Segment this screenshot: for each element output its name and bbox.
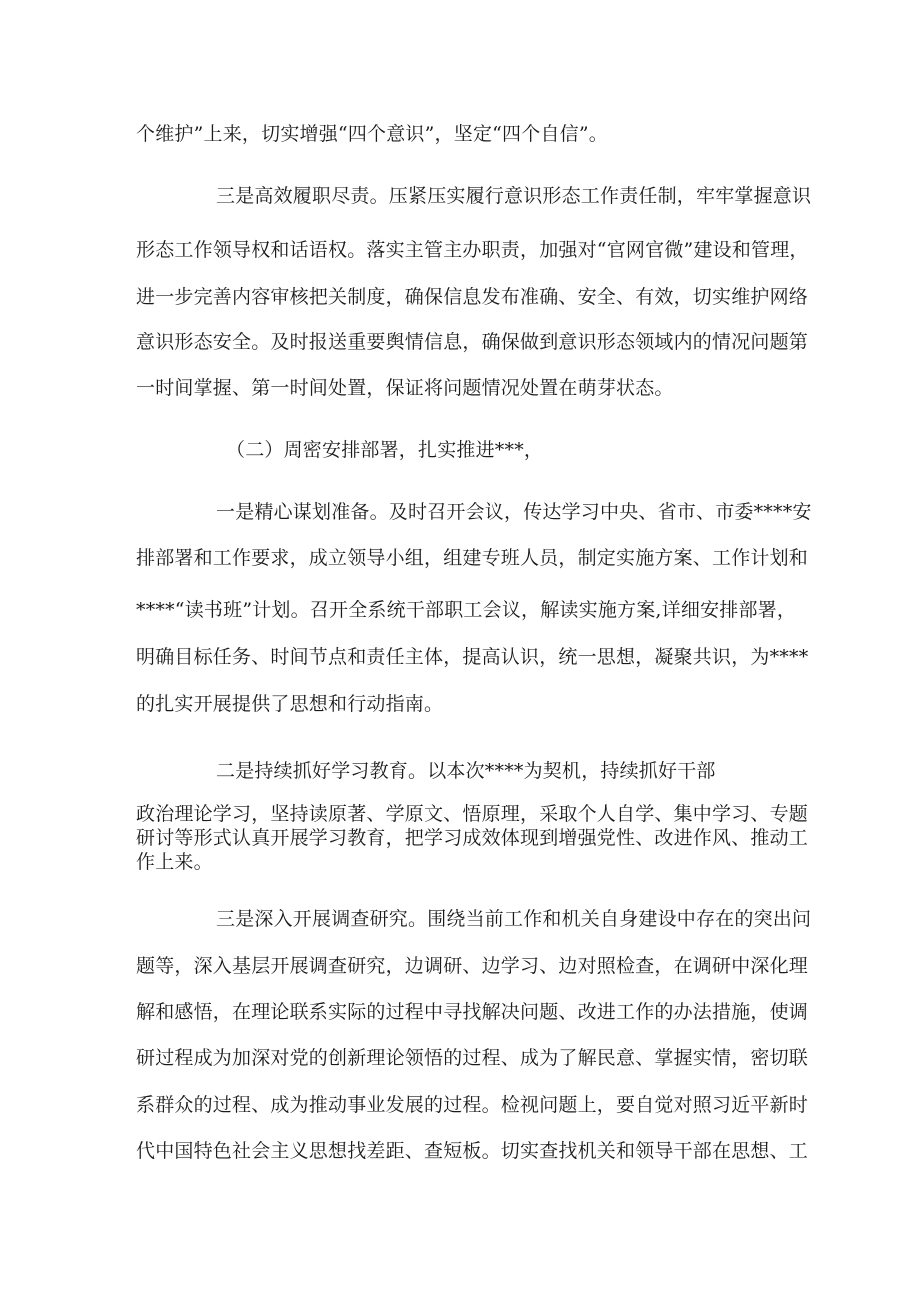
text-line: 一是精心谋划准备。及时召开会议，传达学习中央、省市、市委****安 <box>216 501 812 523</box>
text-line: 的扎实开展提供了思想和行动指南。 <box>136 693 444 715</box>
text-line: ****“读书班”计划。召开全系统干部职工会议，解读实施方案,详细安排部署， <box>136 599 797 621</box>
text-line: 明确目标任务、时间节点和责任主体，提高认识，统一思想，凝聚共识，为**** <box>136 646 809 668</box>
text-line: 政治理论学习，坚持读原著、学原文、悟原理，采取个人自学、集中学习、专题 <box>136 803 809 825</box>
text-line: 二是持续抓好学习教育。以本次****为契机，持续抓好干部 <box>216 760 716 782</box>
text-line: 研过程成为加深对党的创新理论领悟的过程、成为了解民意、掌握实情，密切联 <box>136 1047 809 1069</box>
text-line: 进一步完善内容审核把关制度，确保信息发布准确、安全、有效，切实维护网络 <box>136 286 809 308</box>
text-line: 一时间掌握、第一时间处置，保证将问题情况处置在萌芽状态。 <box>136 377 674 399</box>
text-line: 意识形态安全。及时报送重要舆情信息，确保做到意识形态领域内的情况问题第 <box>136 331 809 353</box>
text-line: 三是高效履职尽责。压紧压实履行意识形态工作责任制，牢牢掌握意识 <box>216 185 812 207</box>
text-line: 系群众的过程、成为推动事业发展的过程。检视问题上，要自觉对照习近平新时 <box>136 1094 809 1116</box>
text-line: 题等，深入基层开展调查研究，边调研、边学习、边对照检查，在调研中深化理 <box>136 955 809 977</box>
text-line: 三是深入开展调查研究。围绕当前工作和机关自身建设中存在的突出问 <box>216 908 812 930</box>
text-line: 代中国特色社会主义思想找差距、查短板。切实查找机关和领导干部在思想、工 <box>136 1140 809 1162</box>
text-line: 作上来。 <box>136 851 213 873</box>
text-line: 研讨等形式认真开展学习教育，把学习成效体现到增强党性、改进作风、推动工 <box>136 827 809 849</box>
text-line: 排部署和工作要求，成立领导小组，组建专班人员，制定实施方案、工作计划和 <box>136 547 809 569</box>
text-line: 个维护”上来，切实增强“四个意识”，坚定“四个自信”。 <box>136 123 608 145</box>
text-line: 解和感悟，在理论联系实际的过程中寻找解决问题、改进工作的办法措施，使调 <box>136 1001 809 1023</box>
section-heading: （二）周密安排部署，扎实推进***， <box>226 439 544 461</box>
text-line: 形态工作领导权和话语权。落实主管主办职责，加强对“官网官微”建设和管理， <box>136 239 809 261</box>
